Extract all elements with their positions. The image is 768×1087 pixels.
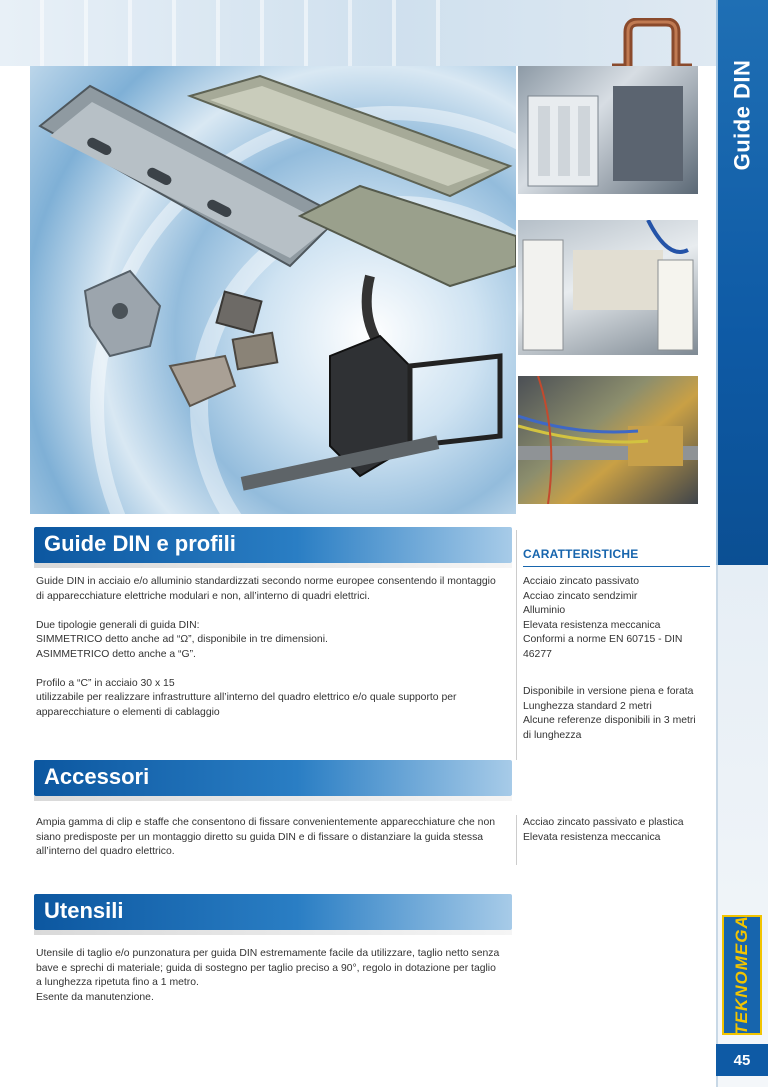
section-tab-label-wrap — [716, 0, 768, 230]
wiring-photo — [518, 376, 698, 504]
features-group-2 — [523, 685, 708, 743]
header-shadow — [34, 563, 512, 568]
caratteristiche-heading: CARATTERISTICHE — [523, 547, 639, 561]
section-header-guide — [34, 527, 512, 563]
paragraph — [36, 575, 512, 604]
feature-item: di lunghezza — [523, 729, 582, 741]
brand-logo — [722, 915, 762, 1035]
feature-item: Elevata resistenza meccanica — [523, 831, 661, 843]
text-line: di apparecchiature elettriche modulari e non, all’interno di quadri elettrici. — [36, 590, 370, 602]
text-line: Profilo a “C” in acciaio 30 x 15 — [36, 677, 175, 689]
text-line: Ampia gamma di clip e staffe che consentono di fissare convenientemente apparecchiature che non — [36, 817, 496, 828]
caratteristiche-rule — [523, 566, 710, 567]
column-divider — [516, 530, 517, 760]
omega-rail-icon — [608, 18, 696, 72]
paragraph — [36, 677, 512, 721]
feature-item: Acciao zincato sendzimir — [523, 590, 638, 602]
paragraph — [36, 619, 512, 663]
page-number: 45 — [716, 1044, 768, 1076]
section-title: Accessori — [44, 764, 150, 789]
guide-description — [36, 575, 512, 735]
header-shadow — [34, 796, 512, 801]
column-divider — [516, 815, 517, 865]
header-shadow — [34, 930, 512, 935]
banner-stripes — [0, 0, 480, 66]
feature-item: Alluminio — [523, 605, 566, 616]
section-title: Utensili — [44, 898, 124, 923]
feature-item: 46277 — [523, 648, 552, 660]
text-line: SIMMETRICO detto anche ad “Ω”, disponibile in tre dimensioni. — [36, 634, 328, 645]
feature-item: Elevata resistenza meccanica — [523, 619, 661, 631]
section-tab-label: Guide DIN — [729, 59, 754, 171]
text-line: Esente da manutenzione. — [36, 991, 154, 1003]
text-line: Due tipologie generali di guida DIN: — [36, 619, 200, 631]
feature-item: Conformi a norme EN 60715 - DIN — [523, 634, 683, 645]
text-line: a lunghezza ripetuta fino a 1 metro. — [36, 977, 199, 988]
brand-logo-text: TEKNOMEGA — [732, 915, 751, 1035]
cutting-tool-graphic — [241, 276, 500, 491]
text-line: utilizzabile per realizzare infrastrutture all’interno del quadro elettrico e/o quale supporto per — [36, 692, 457, 703]
text-line: all’interno del quadro elettrico. — [36, 846, 175, 857]
installation-photo — [518, 376, 698, 504]
terminal-blocks-photo — [518, 66, 698, 194]
text-line: Utensile di taglio e/o punzonatura per guida DIN estremamente facile da utilizzare, taglio netto senza — [36, 948, 500, 959]
section-header-utensili — [34, 894, 512, 930]
text-line: siano predisposte per un montaggio diretto su guida DIN e di fissare o distanziare la guida stessa — [36, 831, 484, 843]
text-line: ASIMMETRICO detto anche a “G”. — [36, 648, 196, 660]
breaker-photo — [518, 220, 698, 355]
rail-graphic — [300, 186, 516, 286]
installation-photo — [518, 66, 698, 194]
clip-accessories — [85, 271, 277, 406]
text-line: bave e sprechi di materiale; guida di sostegno per taglio preciso a 90°, regolo in dotazione per taglio — [36, 962, 496, 974]
feature-item: Acciao zincato passivato e plastica — [523, 817, 684, 828]
feature-item: Alcune referenze disponibili in 3 metri — [523, 715, 696, 726]
installation-photo — [518, 220, 698, 355]
section-header-accessori — [34, 760, 512, 796]
features-group-1 — [523, 575, 708, 662]
feature-item: Disponibile in versione piena e forata — [523, 686, 694, 697]
accessori-description — [36, 816, 512, 860]
text-line: Guide DIN in acciaio e/o alluminio standardizzati secondo norme europee consentendo il montaggio — [36, 576, 496, 587]
accessori-features — [523, 816, 708, 845]
section-title: Guide DIN e profili — [44, 531, 236, 556]
feature-item: Lunghezza standard 2 metri — [523, 700, 652, 712]
feature-item: Acciaio zincato passivato — [523, 576, 640, 587]
utensili-description — [36, 947, 512, 1005]
din-rails-illustration — [30, 66, 516, 514]
hero-product-image — [30, 66, 516, 514]
text-line: apparecchiature o elementi di cablaggio — [36, 706, 220, 718]
